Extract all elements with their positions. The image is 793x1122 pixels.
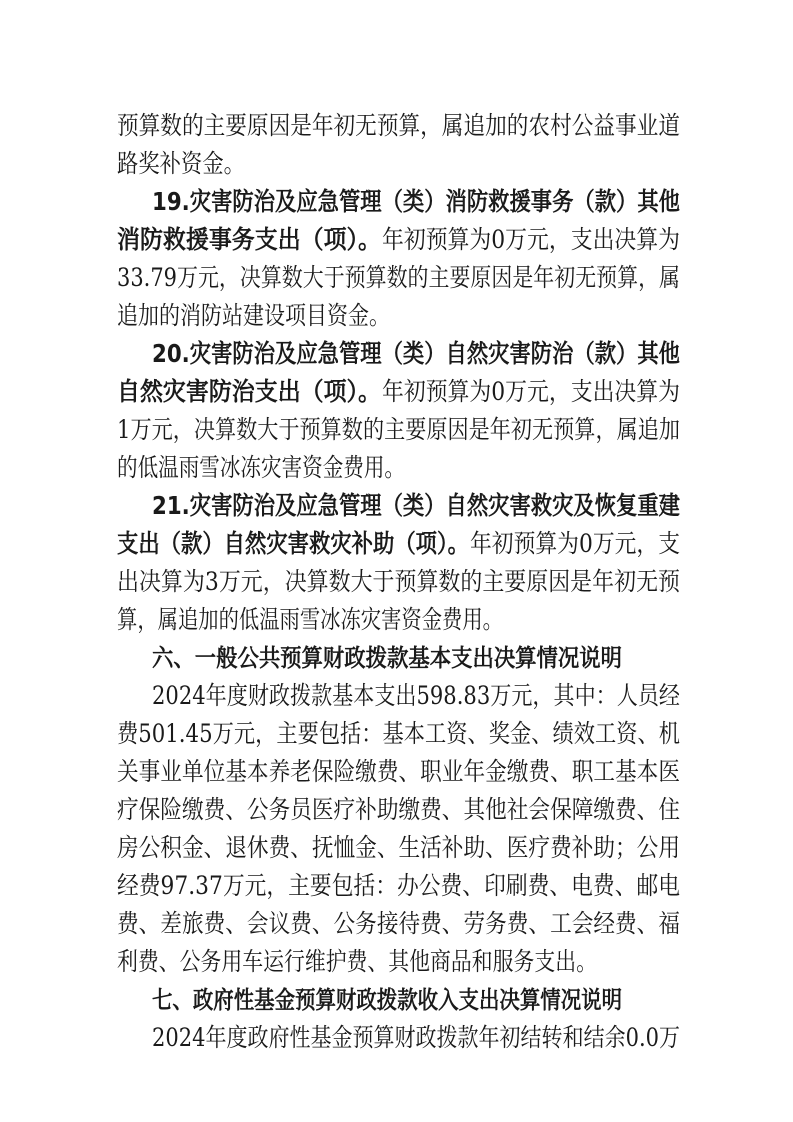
- text-line: 预算数的主要原因是年初无预算，属追加的农村公益事业道: [117, 111, 680, 140]
- item-20-heading: 20.灾害防治及应急管理（类）自然灾害防治（款）其他: [152, 339, 680, 368]
- section-title: 六、一般公共预算财政拨款基本支出决算情况说明: [152, 644, 622, 672]
- text-line: 关事业单位基本养老保险缴费、职业年金缴费、职工基本医: [117, 757, 680, 786]
- text-line: 经费97.37万元，主要包括：办公费、印刷费、电费、邮电: [117, 871, 680, 900]
- text-line: 年初预算为0万元，支: [470, 529, 680, 558]
- text-line: 2024年度政府性基金预算财政拨款年初结转和结余0.0万: [152, 1023, 680, 1052]
- item-20-heading-cont: 自然灾害防治支出（项）。: [117, 377, 381, 406]
- text-line: 房公积金、退休费、抚恤金、生活补助、医疗费补助；公用: [117, 833, 680, 862]
- item-21-heading-cont: 支出（款）自然灾害救灾补助（项）。: [117, 529, 469, 558]
- text-line: 费501.45万元，主要包括：基本工资、奖金、绩效工资、机: [117, 719, 680, 748]
- text-line: 费、差旅费、会议费、公务接待费、劳务费、工会经费、福: [117, 909, 680, 938]
- item-19-heading: 19.灾害防治及应急管理（类）消防救援事务（款）其他: [152, 187, 680, 216]
- text-line: 33.79万元，决算数大于预算数的主要原因是年初无预算，属: [117, 263, 680, 292]
- item-21-heading: 21.灾害防治及应急管理（类）自然灾害救灾及恢复重建: [152, 491, 680, 520]
- text-line: 路奖补资金。: [117, 149, 245, 178]
- text-line: 出决算为3万元，决算数大于预算数的主要原因是年初无预: [117, 567, 680, 596]
- text-line: 利费、公务用车运行维护费、其他商品和服务支出。: [117, 947, 597, 976]
- section-title: 七、政府性基金预算财政拨款收入支出决算情况说明: [152, 986, 622, 1014]
- item-19-heading-cont: 消防救援事务支出（项）。: [117, 225, 381, 254]
- text-line: 年初预算为0万元，支出决算为: [382, 225, 680, 254]
- section-7-line: [0, 1016, 793, 1060]
- text-line: 疗保险缴费、公务员医疗补助缴费、其他社会保障缴费、住: [117, 795, 680, 824]
- text-line: 1万元，决算数大于预算数的主要原因是年初无预算，属追加: [117, 415, 680, 444]
- text-line: 算，属追加的低温雨雪冰冻灾害资金费用。: [117, 605, 503, 634]
- text-line: 年初预算为0万元，支出决算为: [382, 377, 680, 406]
- text-line: 的低温雨雪冰冻灾害资金费用。: [117, 453, 405, 482]
- text-line: 追加的消防站建设项目资金。: [117, 301, 390, 330]
- text-line: 2024年度财政拨款基本支出598.83万元，其中：人员经: [152, 681, 680, 710]
